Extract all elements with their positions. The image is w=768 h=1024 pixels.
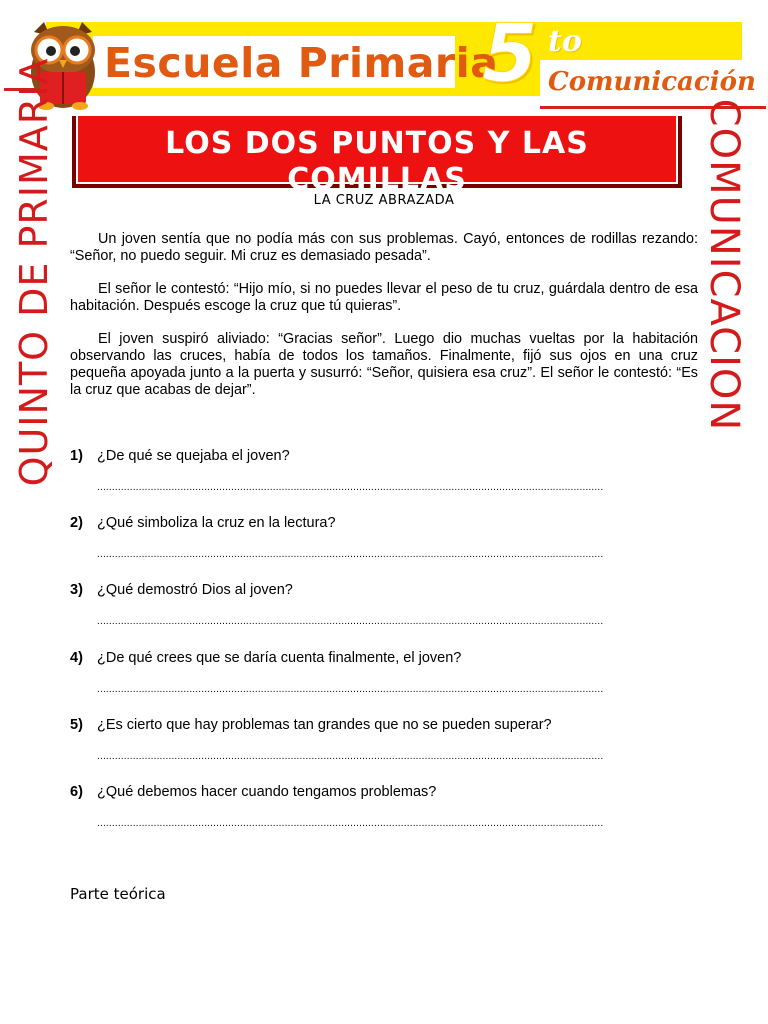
question-number: 6) <box>70 784 83 800</box>
side-text-right <box>701 98 747 432</box>
side-text-left <box>12 57 56 487</box>
question-text: ¿Qué debemos hacer cuando tengamos problemas? <box>97 784 437 800</box>
grade-suffix: to <box>548 24 582 59</box>
question-number: 2) <box>70 515 83 531</box>
paragraph-3: El joven suspiró aliviado: “Gracias señor”. Luego dio muchas vueltas por la habitación observando las cruces, había de todos los tamaños. Finalmente, fijó sus ojos en una cruz pequeña apoyada junto a la puerta y susurró: “Señor, quisiera esa cruz”. El señor le contestó: “Es la cruz que acabas de dejar”. <box>70 331 698 398</box>
answer-line[interactable]: .......................................................................................................................................................................... <box>97 616 604 627</box>
section-heading: Parte teórica <box>70 885 166 903</box>
answer-line[interactable]: .......................................................................................................................................................................... <box>97 751 604 762</box>
paragraph-1: Un joven sentía que no podía más con sus problemas. Cayó, entonces de rodillas rezando: “Señor, no puedo seguir. Mi cruz es demasiado pesada”. <box>70 231 698 264</box>
answer-line[interactable]: .......................................................................................................................................................................... <box>97 818 604 829</box>
question-text: ¿Es cierto que hay problemas tan grandes que no se pueden superar? <box>97 717 552 733</box>
grade-number: 5 <box>482 7 538 100</box>
page-title: LOS DOS PUNTOS Y LAS COMILLAS <box>165 126 589 197</box>
side-text-left-label: QUINTO DE PRIMARIA <box>12 57 56 487</box>
answer-line[interactable]: .......................................................................................................................................................................... <box>97 549 604 560</box>
question-text: ¿Qué demostró Dios al joven? <box>97 582 293 598</box>
question-text: ¿De qué se quejaba el joven? <box>97 448 290 464</box>
question-text: ¿Qué simboliza la cruz en la lectura? <box>97 515 336 531</box>
reading-title: LA CRUZ ABRAZADA <box>313 193 455 208</box>
answer-line[interactable]: .......................................................................................................................................................................... <box>97 684 604 695</box>
question-number: 1) <box>70 448 83 464</box>
question-number: 5) <box>70 717 83 733</box>
subject-label: Comunicación <box>548 67 756 97</box>
paragraph-2: El señor le contestó: “Hijo mío, si no puedes llevar el peso de tu cruz, guárdala dentro de esa habitación. Después escoge la cruz que tú quieras”. <box>70 281 698 314</box>
question-number: 4) <box>70 650 83 666</box>
school-title: Escuela Primaria <box>104 39 499 87</box>
answer-line[interactable]: .......................................................................................................................................................................... <box>97 482 604 493</box>
question-text: ¿De qué crees que se daría cuenta finalmente, el joven? <box>97 650 462 666</box>
question-number: 3) <box>70 582 83 598</box>
side-text-right-label: COMUNICACION <box>701 98 747 432</box>
